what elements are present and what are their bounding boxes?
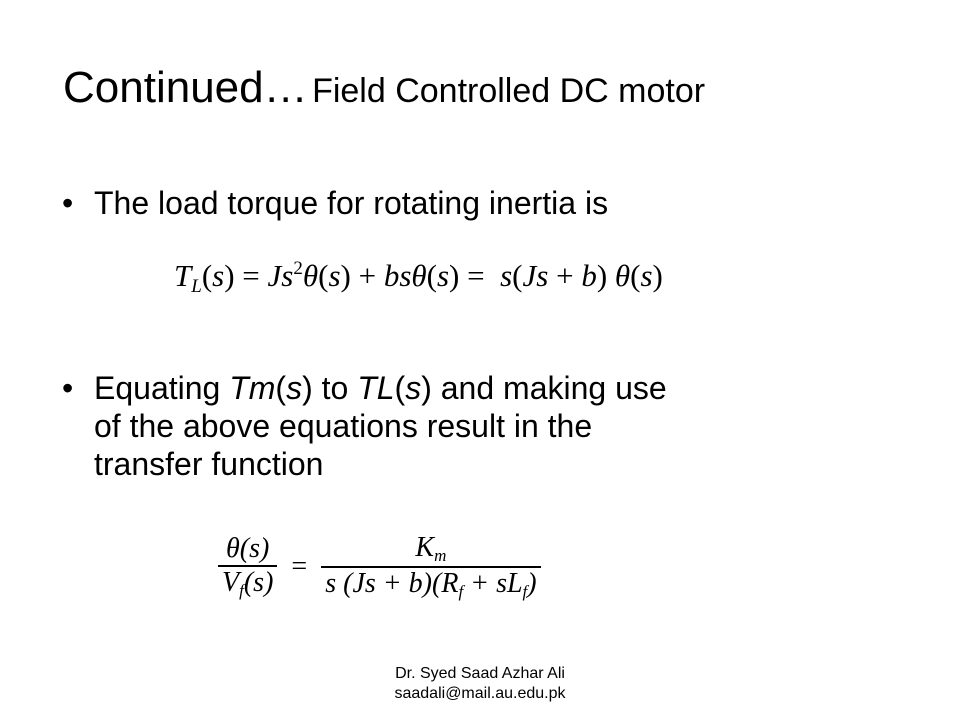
bullet-load-torque: [62, 184, 842, 222]
load-torque-equation: $T_L(s) = Js^2\theta(s) + bs\theta(s) = s(Js + b)$ θ(s): [174, 258, 663, 297]
bullet-dot: •: [62, 185, 74, 221]
bullet-dot: •: [62, 370, 74, 406]
transfer-function-equation: $\frac{\theta(s)}{V_f(s)}$ = $\frac{K_m}{s (Js + b)(R_f + sL_f)}$: [218, 532, 541, 602]
footer-email: saadali@mail.au.edu.pk: [394, 685, 566, 702]
slide-title-main: Continued…: [63, 63, 308, 112]
fraction-right: $\frac{K_m}{s (Js + b)(R_f + sL_f)}$: [321, 532, 540, 602]
fraction-left: $\frac{\theta(s)}{V_f(s)}$: [218, 533, 277, 601]
slide-title: [63, 63, 706, 112]
bullet-text: Equating Tm(s) to TL(s) and making use of the above equations result in the transfer function: [94, 370, 667, 482]
footer-author: Dr. Syed Saad Azhar Ali: [395, 665, 565, 682]
bullet-text: The load torque for rotating inertia is: [94, 185, 609, 221]
slide-title-sub: Field Controlled DC motor: [312, 72, 706, 110]
slide-footer: [0, 664, 960, 704]
bullet-transfer-function: [62, 369, 862, 483]
